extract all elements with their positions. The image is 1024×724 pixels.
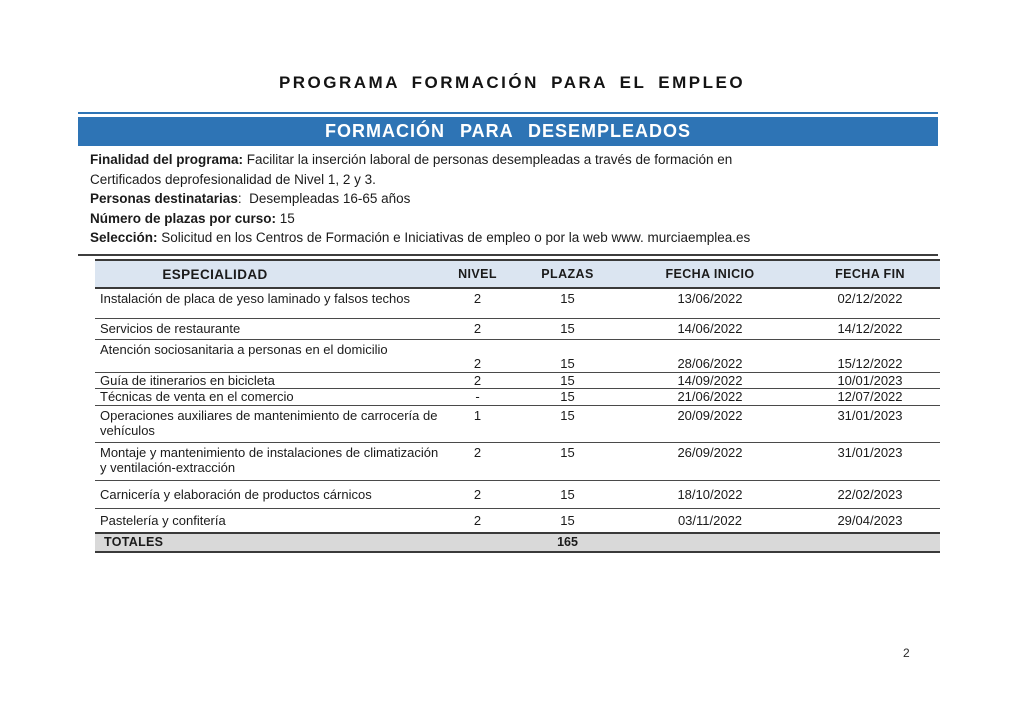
cell-plazas: 15 <box>515 388 620 405</box>
cell-plazas: 15 <box>515 508 620 533</box>
totals-row <box>95 533 940 552</box>
plazas-value: 15 <box>276 210 295 226</box>
totals-plazas: 165 <box>515 533 620 552</box>
cell-nivel: 2 <box>440 288 515 318</box>
cell-nivel: 2 <box>440 372 515 388</box>
cell-especialidad: Guía de itinerarios en bicicleta <box>95 372 440 388</box>
page-number: 2 <box>903 646 910 660</box>
column-header-fecha-inicio: FECHA INICIO <box>620 260 800 288</box>
totals-fecha-fin-empty <box>800 533 940 552</box>
cell-nivel: 2 <box>440 318 515 339</box>
table-row <box>95 372 940 388</box>
column-header-especialidad: ESPECIALIDAD <box>95 260 440 288</box>
cell-fecha-fin: 15/12/2022 <box>800 339 940 372</box>
cell-fecha-inicio: 14/06/2022 <box>620 318 800 339</box>
cell-nivel: - <box>440 388 515 405</box>
cell-nivel: 2 <box>440 508 515 533</box>
seleccion-label: Selección: <box>90 230 158 245</box>
cell-fecha-fin: 14/12/2022 <box>800 318 940 339</box>
finalidad-label: Finalidad del programa: <box>90 152 244 167</box>
cell-especialidad: Servicios de restaurante <box>95 318 440 339</box>
cell-plazas: 15 <box>515 318 620 339</box>
info-line-plazas <box>90 209 932 229</box>
cell-plazas: 15 <box>515 288 620 318</box>
cell-plazas: 15 <box>515 442 620 480</box>
courses-table <box>95 259 940 553</box>
cell-fecha-inicio: 26/09/2022 <box>620 442 800 480</box>
cell-plazas: 15 <box>515 339 620 372</box>
courses-table-container <box>95 259 940 553</box>
finalidad-text-line1: Facilitar la inserción laboral de personas desempleadas a través de formación en <box>243 152 733 167</box>
cell-nivel: 2 <box>440 480 515 508</box>
table-header-row <box>95 260 940 288</box>
personas-value: : Desempleadas 16-65 años <box>237 191 411 206</box>
banner-top-rule <box>78 112 938 114</box>
cell-fecha-fin: 10/01/2023 <box>800 372 940 388</box>
totals-fecha-inicio-empty <box>620 533 800 552</box>
column-header-fecha-fin: FECHA FIN <box>800 260 940 288</box>
cell-especialidad: Operaciones auxiliares de mantenimiento de carrocería de vehículos <box>95 405 440 442</box>
table-row <box>95 508 940 533</box>
info-line-seleccion <box>90 228 932 248</box>
cell-fecha-fin: 22/02/2023 <box>800 480 940 508</box>
totals-nivel-empty <box>440 533 515 552</box>
cell-especialidad: Montaje y mantenimiento de instalaciones de climatización y ventilación-extracción <box>95 442 440 480</box>
cell-especialidad: Instalación de placa de yeso laminado y falsos techos <box>95 288 440 318</box>
cell-fecha-fin: 29/04/2023 <box>800 508 940 533</box>
cell-nivel: 2 <box>440 339 515 372</box>
table-row <box>95 388 940 405</box>
info-line-finalidad-2: Certificados deprofesionalidad de Nivel 1, 2 y 3. <box>90 171 376 187</box>
table-row <box>95 442 940 480</box>
cell-especialidad: Atención sociosanitaria a personas en el domicilio <box>95 339 440 372</box>
personas-label: Personas destinatarias <box>90 191 238 206</box>
cell-fecha-inicio: 14/09/2022 <box>620 372 800 388</box>
cell-fecha-fin: 31/01/2023 <box>800 405 940 442</box>
table-row <box>95 288 940 318</box>
section-banner: FORMACIÓN PARA DESEMPLEADOS <box>78 117 938 146</box>
totals-label: TOTALES <box>95 533 440 552</box>
cell-especialidad: Técnicas de venta en el comercio <box>95 388 440 405</box>
cell-nivel: 2 <box>440 442 515 480</box>
table-row <box>95 480 940 508</box>
column-header-nivel: NIVEL <box>440 260 515 288</box>
seleccion-value: Solicitud en los Centros de Formación e Iniciativas de empleo o por la web www. murciaemplea.es <box>157 230 751 245</box>
program-info-box <box>78 149 938 256</box>
cell-fecha-inicio: 28/06/2022 <box>620 339 800 372</box>
cell-especialidad: Carnicería y elaboración de productos cárnicos <box>95 480 440 508</box>
cell-fecha-inicio: 20/09/2022 <box>620 405 800 442</box>
cell-fecha-inicio: 21/06/2022 <box>620 388 800 405</box>
table-row <box>95 405 940 442</box>
cell-fecha-fin: 12/07/2022 <box>800 388 940 405</box>
cell-plazas: 15 <box>515 372 620 388</box>
table-row <box>95 339 940 372</box>
plazas-label: Número de plazas por curso: <box>90 210 277 226</box>
cell-especialidad: Pastelería y confitería <box>95 508 440 533</box>
cell-fecha-inicio: 13/06/2022 <box>620 288 800 318</box>
cell-plazas: 15 <box>515 405 620 442</box>
cell-fecha-fin: 02/12/2022 <box>800 288 940 318</box>
column-header-plazas: PLAZAS <box>515 260 620 288</box>
table-row <box>95 318 940 339</box>
info-line-finalidad <box>90 150 932 170</box>
cell-fecha-inicio: 18/10/2022 <box>620 480 800 508</box>
cell-plazas: 15 <box>515 480 620 508</box>
info-line-personas <box>90 189 932 209</box>
cell-fecha-fin: 31/01/2023 <box>800 442 940 480</box>
cell-nivel: 1 <box>440 405 515 442</box>
document-title: PROGRAMA FORMACIÓN PARA EL EMPLEO <box>278 73 746 92</box>
cell-fecha-inicio: 03/11/2022 <box>620 508 800 533</box>
